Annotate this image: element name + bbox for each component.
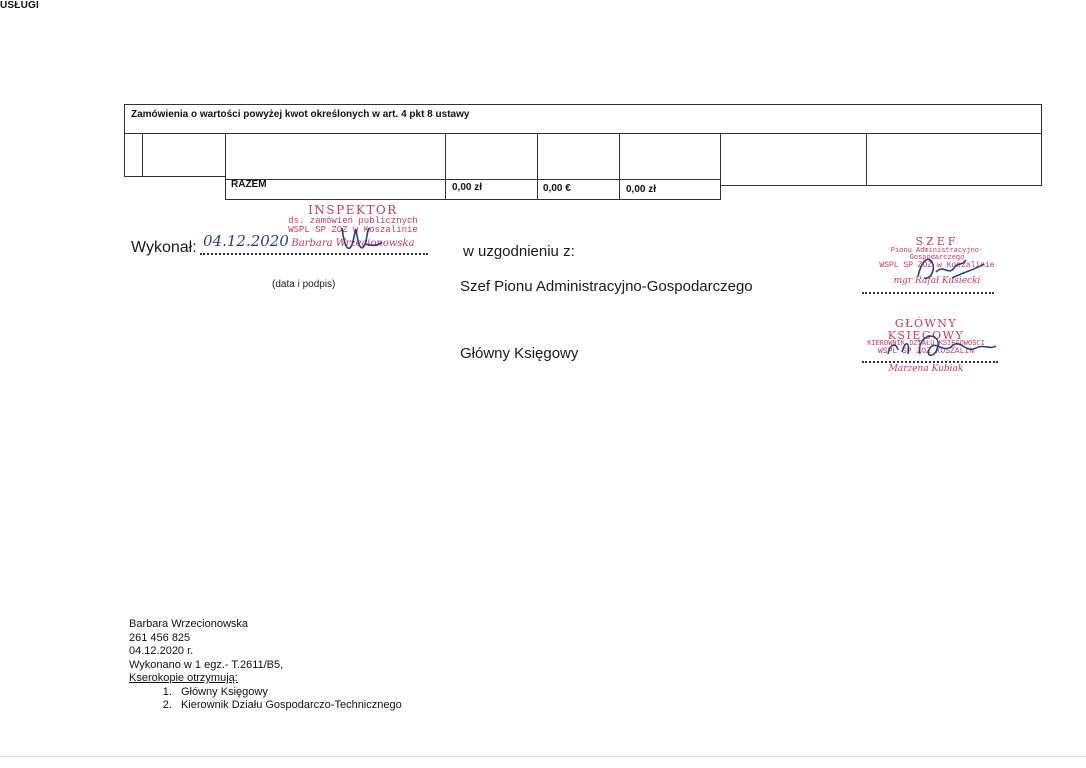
signature-inspector [336, 222, 386, 256]
total-eur: 0,00 € [543, 183, 571, 194]
signature-line [862, 292, 994, 294]
stamp-title: GŁÓWNY KSIĘGOWY [887, 317, 965, 342]
signature-chief [908, 252, 988, 286]
date-sign-caption: (data i podpis) [272, 279, 336, 290]
stamp-name: Barbara Wrzecionowska [291, 238, 415, 250]
stamp-line: ds. zamówień publicznych [288, 215, 418, 226]
stamp-name: Marzena Kubiak [888, 363, 964, 374]
signature-line [200, 253, 428, 255]
footer-notes [129, 618, 402, 713]
signature-accountant [880, 324, 1000, 364]
total-label: RAZEM [231, 179, 267, 190]
copies-note: Wykonano w 1 egz.- T.2611/B5, [129, 658, 284, 671]
stamp-name: mgr Rafał Kusiecki [893, 275, 981, 286]
role-admin: Szef Pionu Administracyjno-Gospodarczego [460, 278, 753, 295]
executed-label: Wykonał: [131, 239, 197, 256]
author-name: Barbara Wrzecionowska [129, 618, 249, 630]
recipients-label: Kserokopie otrzymują: [129, 672, 238, 684]
table-header: Zamówienia o wartości powyżej kwot określonych w art. 4 pkt 8 ustawy [131, 109, 470, 120]
handwritten-date: 04.12.2020 [203, 232, 289, 250]
agreement-label: w uzgodnieniu z: [463, 243, 575, 260]
stamp-title: SZEF [915, 235, 959, 248]
total-pln-2: 0,00 zł [626, 184, 657, 195]
section-label: USŁUGI [0, 0, 39, 11]
author-phone: 261 456 825 [129, 631, 191, 644]
stamp-line: WSPL SP ZOZ w Koszalinie [879, 261, 995, 271]
stamp-line: Pionu Administracyjno-Gospodarczego [890, 246, 984, 262]
stamp-line: WSPL SP ZOZ KOSZALIN [877, 347, 974, 357]
document-date: 04.12.2020 r. [129, 645, 194, 657]
list-item: 1. Główny Księgowy [175, 686, 402, 700]
list-item: 2. Kierownik Działu Gospodarczo-Technicznego [175, 699, 402, 713]
role-accountant: Główny Księgowy [460, 345, 579, 362]
stamp-title: INSPEKTOR [308, 203, 398, 217]
recipients-list [129, 686, 402, 713]
stamp-line: KIEROWNIK DZIAŁU KSIĘGOWOŚCI [867, 340, 985, 349]
total-pln: 0,00 zł [452, 182, 483, 193]
page-divider [0, 756, 1086, 757]
stamp-line: WSPL SP ZOZ w Koszalinie [288, 225, 418, 236]
